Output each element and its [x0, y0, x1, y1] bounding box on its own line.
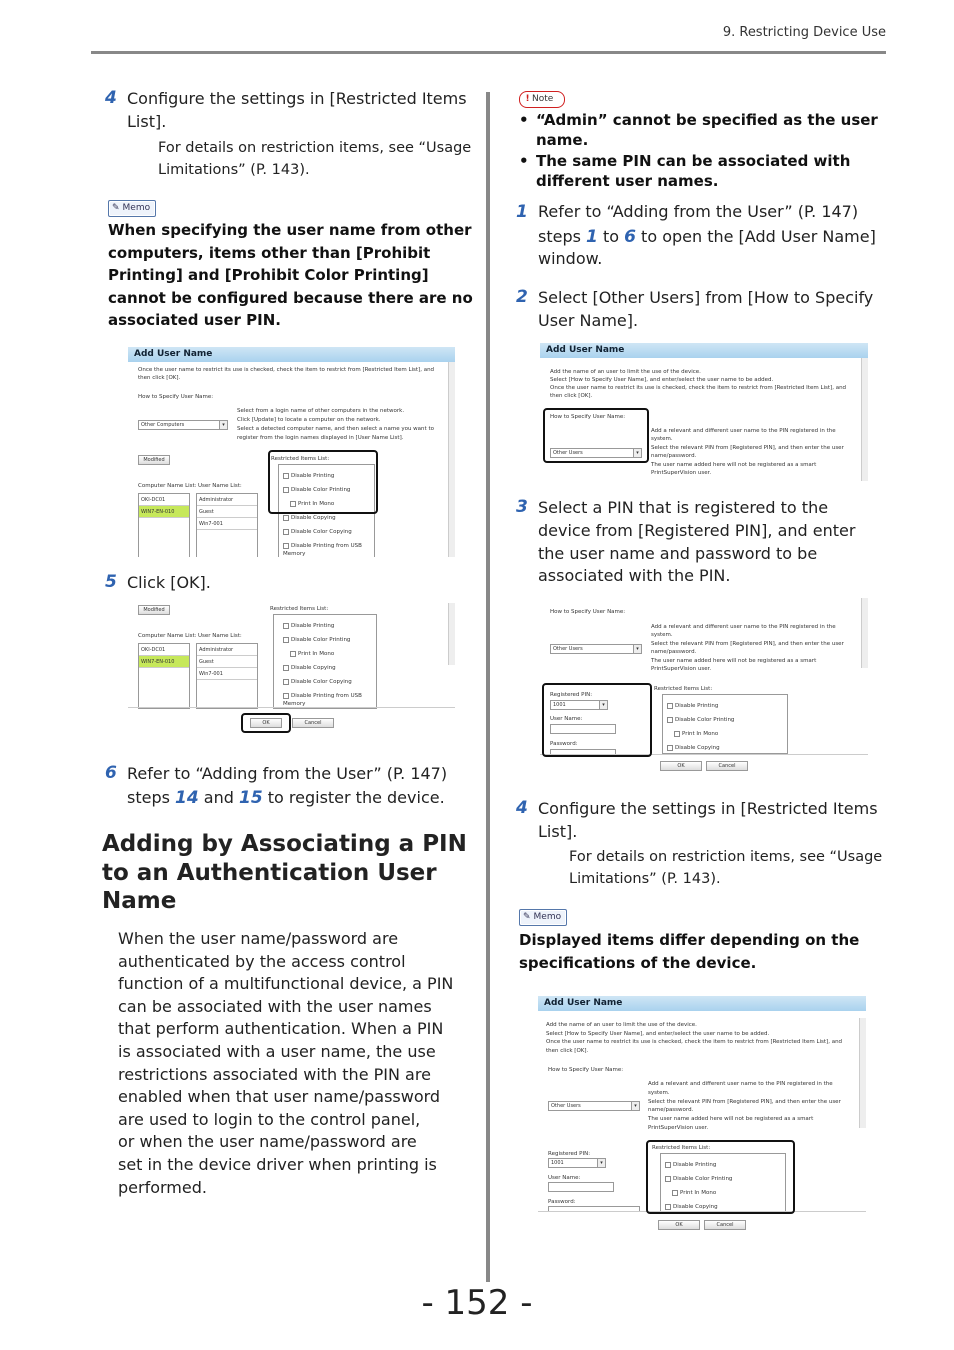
registered-pin-select[interactable]: 1001 ▾	[548, 1158, 606, 1168]
note-bullet: different user names.	[536, 172, 719, 190]
registered-pin-select[interactable]: 1001 ▾	[550, 700, 608, 710]
step-number: 5	[105, 572, 117, 592]
body-line: restrictions associated with the PIN are	[118, 1064, 431, 1084]
pencil-icon: ✎	[523, 912, 531, 922]
dialog-intro: then click [OK].	[138, 375, 181, 381]
user-name-list[interactable]	[196, 493, 258, 557]
scrollbar[interactable]	[448, 362, 455, 557]
list-item[interactable]: Win7-001	[197, 668, 257, 680]
ok-button[interactable]: OK	[250, 718, 282, 728]
step-number: 2	[516, 287, 528, 307]
screenshot-add-user-full	[538, 996, 866, 1232]
step-number: 6	[105, 763, 117, 783]
help-text: Add a relevant and different user name to the PIN registered in the	[651, 624, 836, 630]
user-name-list[interactable]	[196, 643, 258, 709]
help-text: Select a detected computer name, and then select a name you want to	[237, 426, 434, 432]
user-name-input[interactable]	[548, 1182, 614, 1192]
dialog-intro: Select [How to Specify User Name], and enter/select the user name to be added.	[546, 1031, 770, 1037]
scrollbar[interactable]	[861, 598, 868, 668]
how-to-specify-select[interactable]: Other Users ▾	[548, 1101, 640, 1111]
step-text: Configure the settings in [Restricted Items	[127, 89, 467, 108]
memo-text: Displayed items differ depending on the	[519, 931, 860, 949]
dialog-title: Add User Name	[538, 996, 866, 1011]
screenshot-other-users	[540, 343, 868, 481]
bullet-marker: •	[519, 152, 529, 170]
memo-badge	[108, 200, 156, 217]
cancel-button[interactable]: Cancel	[704, 1220, 746, 1230]
section-heading: to an Authentication User	[102, 860, 437, 886]
ok-button[interactable]: OK	[660, 761, 702, 771]
list-item[interactable]: WIN7-EN-010	[139, 506, 189, 518]
highlight-frame	[241, 713, 291, 733]
memo-text: computers, items other than [Prohibit	[108, 244, 431, 262]
scrollbar[interactable]	[861, 358, 868, 481]
dialog-intro: Add the name of an user to limit the use of the device.	[546, 1022, 697, 1028]
step-text: steps 1 to 6 to open the [Add User Name]	[538, 227, 876, 247]
step-text: steps 14 and 15 to register the device.	[127, 788, 445, 808]
help-text: register from the login names displayed in [User Name List].	[237, 435, 404, 441]
checkbox-item[interactable]: Disable Color Printing	[667, 716, 734, 725]
note-bullet: “Admin” cannot be specified as the user	[536, 111, 878, 129]
restricted-list-label: Restricted Items List:	[654, 686, 713, 692]
checkbox-item[interactable]: Disable Color Printing	[283, 636, 350, 645]
dialog-intro: Select [How to Specify User Name], and enter/select the user name to be added.	[550, 377, 774, 383]
memo-text: associated user PIN.	[108, 311, 281, 329]
highlight-frame	[542, 683, 652, 757]
step-text: Select a PIN that is registered to the	[538, 498, 829, 517]
how-to-specify-label: How to Specify User Name:	[548, 1067, 624, 1073]
checkbox-item[interactable]: Print In Mono	[290, 500, 334, 509]
body-line: can be associated with the user names	[118, 996, 432, 1016]
registered-pin-label: Registered PIN:	[548, 1151, 591, 1157]
step-text: window.	[538, 249, 603, 268]
restricted-list-label: Restricted Items List:	[270, 606, 329, 612]
computer-name-list[interactable]	[138, 493, 190, 557]
checkbox-item[interactable]: Disable Color Copying	[283, 678, 352, 687]
help-text: PrintSuperVision user.	[648, 1125, 709, 1131]
step-text: List].	[538, 822, 578, 841]
computer-name-list[interactable]	[138, 643, 190, 709]
scrollbar[interactable]	[859, 1018, 866, 1128]
help-text: system.	[651, 436, 673, 442]
help-text: name/password.	[648, 1107, 694, 1113]
dialog-intro: Once the user name to restrict its use is checked, check the item to restrict from [Restricted Item List], and	[550, 385, 847, 391]
body-line: When the user name/password are	[118, 929, 399, 948]
dialog-title: Add User Name	[128, 347, 455, 362]
list-item[interactable]: Administrator	[197, 494, 257, 506]
body-line: performed.	[118, 1177, 207, 1197]
help-text: Select the relevant PIN from [Registered PIN], and then enter the user	[651, 445, 844, 451]
body-line: set in the device driver when printing is	[118, 1155, 437, 1174]
step-number: 1	[516, 202, 528, 222]
checkbox-item[interactable]: Print In Mono	[290, 650, 334, 659]
running-header: 9. Restricting Device Use	[722, 25, 886, 40]
memo-text: specifications of the device.	[519, 954, 757, 972]
dialog-intro: then click [OK].	[546, 1048, 589, 1054]
help-text: PrintSuperVision user.	[651, 666, 712, 672]
highlight-frame	[543, 408, 649, 463]
restricted-list-label: Restricted Items List:	[652, 1145, 711, 1151]
memo-text: cannot be configured because there are no	[108, 289, 473, 307]
registered-pin-label: Registered PIN:	[550, 692, 593, 698]
step-text: Refer to “Adding from the User” (P. 147)	[127, 764, 448, 783]
section-heading: Name	[102, 888, 177, 914]
computer-list-label: Computer Name List:	[138, 483, 197, 489]
how-to-specify-select[interactable]: Other Users ▾	[550, 644, 642, 654]
step-number: 4	[516, 798, 528, 818]
screenshot-add-user-other-computers	[128, 347, 455, 557]
help-text: Select from a login name of other computers in the network.	[237, 408, 405, 414]
memo-text: When specifying the user name from other	[108, 221, 472, 239]
body-line: enabled when that user name/password	[118, 1087, 441, 1107]
header-rule	[91, 51, 886, 54]
dialog-intro: Once the user name to restrict its use is checked, check the item to restrict from [Restricted Item List], and	[546, 1039, 843, 1045]
help-text: system.	[651, 632, 673, 638]
help-text: Click [Update] to locate a computer on the network.	[237, 417, 381, 423]
step-text: List].	[127, 112, 167, 131]
bullet-marker: •	[519, 111, 529, 129]
memo-badge	[519, 909, 567, 926]
checkbox-item[interactable]: Disable Copying	[283, 514, 336, 523]
checkbox-item-continuation: Memory	[283, 701, 306, 707]
checkbox-item[interactable]: Disable Color Printing	[283, 486, 350, 495]
page-number: - 152 -	[421, 1283, 533, 1323]
checkbox-item[interactable]: Disable Color Printing	[665, 1175, 732, 1184]
highlight-frame	[268, 450, 378, 514]
help-text: name/password.	[651, 453, 697, 459]
checkbox-item[interactable]: Disable Printing from USB	[283, 542, 362, 551]
user-name-label: User Name:	[550, 716, 583, 722]
help-text: Select the relevant PIN from [Registered PIN], and then enter the user	[651, 641, 844, 647]
step-text: the user name and password to be	[538, 544, 818, 563]
screenshot-click-ok	[128, 603, 455, 735]
step-text: Click [OK].	[127, 573, 211, 592]
step-text: associated with the PIN.	[538, 566, 731, 585]
dialog-intro: then click [OK].	[550, 393, 593, 399]
help-text: Select the relevant PIN from [Registered PIN], and then enter the user	[648, 1099, 841, 1105]
step-number: 4	[105, 88, 117, 108]
help-text: Add a relevant and different user name to the PIN registered in the	[648, 1081, 833, 1087]
section-heading: Adding by Associating a PIN	[102, 831, 467, 857]
body-line: are used to login to the control panel,	[118, 1109, 421, 1129]
step-subtext: For details on restriction items, see “Usage	[158, 140, 472, 156]
checkbox-item[interactable]: Disable Printing from USB	[283, 692, 362, 701]
modified-button[interactable]: Modified	[138, 455, 170, 465]
cancel-button[interactable]: Cancel	[706, 761, 748, 771]
computer-list-label: Computer Name List:	[138, 633, 197, 639]
memo-label: Memo	[122, 203, 151, 213]
exclamation-icon: !	[525, 94, 530, 104]
help-text: The user name added here will not be registered as a smart	[648, 1116, 814, 1122]
help-text: name/password.	[651, 649, 697, 655]
step-subtext: Limitations” (P. 143).	[569, 871, 721, 887]
scrollbar[interactable]	[448, 603, 455, 665]
how-to-specify-select[interactable]: Other Users ▾	[550, 448, 642, 458]
checkbox-item[interactable]: Print In Mono	[672, 1189, 716, 1198]
restricted-list-label: Restricted Items List:	[271, 456, 330, 462]
help-text: Add a relevant and different user name to the PIN registered in the	[651, 428, 836, 434]
ok-button[interactable]: OK	[658, 1220, 700, 1230]
step-text: Select [Other Users] from [How to Specify	[538, 288, 874, 307]
user-list-label: User Name List:	[198, 633, 242, 639]
how-to-specify-label: How to Specify User Name:	[138, 394, 214, 400]
note-label: Note	[532, 94, 554, 104]
body-line: or when the user name/password are	[118, 1132, 417, 1152]
checkbox-item[interactable]: Disable Copying	[283, 664, 336, 673]
checkbox-item[interactable]: Disable Printing	[283, 622, 334, 631]
body-line: is associated with a user name, the use	[118, 1042, 436, 1061]
help-text: PrintSuperVision user.	[651, 470, 712, 476]
step-text: Configure the settings in [Restricted Items	[538, 799, 878, 818]
checkbox-item[interactable]: Disable Printing	[283, 472, 334, 481]
body-line: function of a multifunctional device, a PIN	[118, 974, 454, 994]
cancel-button[interactable]: Cancel	[292, 718, 334, 728]
checkbox-item[interactable]: Disable Copying	[665, 1203, 718, 1212]
list-item[interactable]: Guest	[197, 506, 257, 518]
modified-button[interactable]: Modified	[138, 605, 170, 615]
help-text: The user name added here will not be registered as a smart	[651, 462, 817, 468]
pencil-icon: ✎	[112, 203, 120, 213]
dialog-title: Add User Name	[540, 343, 868, 358]
help-text: system.	[648, 1090, 670, 1096]
step-number: 3	[516, 497, 528, 517]
step-subtext: For details on restriction items, see “Usage	[569, 849, 883, 865]
body-line: that perform authentication. When a PIN	[118, 1019, 444, 1039]
how-to-specify-label: How to Specify User Name:	[550, 609, 626, 615]
note-bullet: The same PIN can be associated with	[536, 152, 851, 170]
list-item[interactable]: WIN7-EN-010	[139, 656, 189, 668]
checkbox-item[interactable]: Disable Printing	[665, 1161, 716, 1170]
user-list-label: User Name List:	[198, 483, 242, 489]
checkbox-item[interactable]: Disable Copying	[667, 744, 720, 753]
how-to-specify-label: How to Specify User Name:	[550, 414, 626, 420]
help-text: The user name added here will not be registered as a smart	[651, 658, 817, 664]
step-text: device from [Registered PIN], and enter	[538, 521, 856, 540]
list-item[interactable]: OKI-DC01	[139, 644, 189, 656]
dialog-intro: Add the name of an user to limit the use of the device.	[550, 369, 701, 375]
body-line: authenticated by the access control	[118, 951, 406, 971]
user-name-label: User Name:	[548, 1175, 581, 1181]
password-label: Password:	[548, 1199, 576, 1205]
screenshot-registered-pin	[540, 598, 868, 774]
checkbox-item-continuation: Memory	[283, 551, 306, 557]
step-subtext: Limitations” (P. 143).	[158, 162, 310, 178]
list-item[interactable]: Guest	[197, 656, 257, 668]
note-badge	[519, 91, 565, 108]
dialog-intro: Once the user name to restrict its use is checked, check the item to restrict from [Restricted Item List], and	[138, 367, 435, 373]
step-text: Refer to “Adding from the User” (P. 147)	[538, 202, 859, 221]
step-text: User Name].	[538, 311, 639, 330]
list-item[interactable]: OKI-DC01	[139, 494, 189, 506]
highlight-frame	[646, 1140, 795, 1214]
checkbox-item[interactable]: Disable Printing	[667, 702, 718, 711]
note-bullet: name.	[536, 131, 589, 149]
memo-text: Printing] and [Prohibit Color Printing]	[108, 266, 429, 284]
list-item[interactable]: Administrator	[197, 644, 257, 656]
password-label: Password:	[550, 741, 578, 747]
how-to-specify-select[interactable]: Other Computers ▾	[138, 420, 228, 430]
checkbox-item[interactable]: Disable Color Copying	[283, 528, 352, 537]
column-divider	[486, 92, 490, 1282]
memo-label: Memo	[533, 912, 562, 922]
checkbox-item[interactable]: Print In Mono	[674, 730, 718, 739]
list-item[interactable]: Win7-001	[197, 518, 257, 530]
